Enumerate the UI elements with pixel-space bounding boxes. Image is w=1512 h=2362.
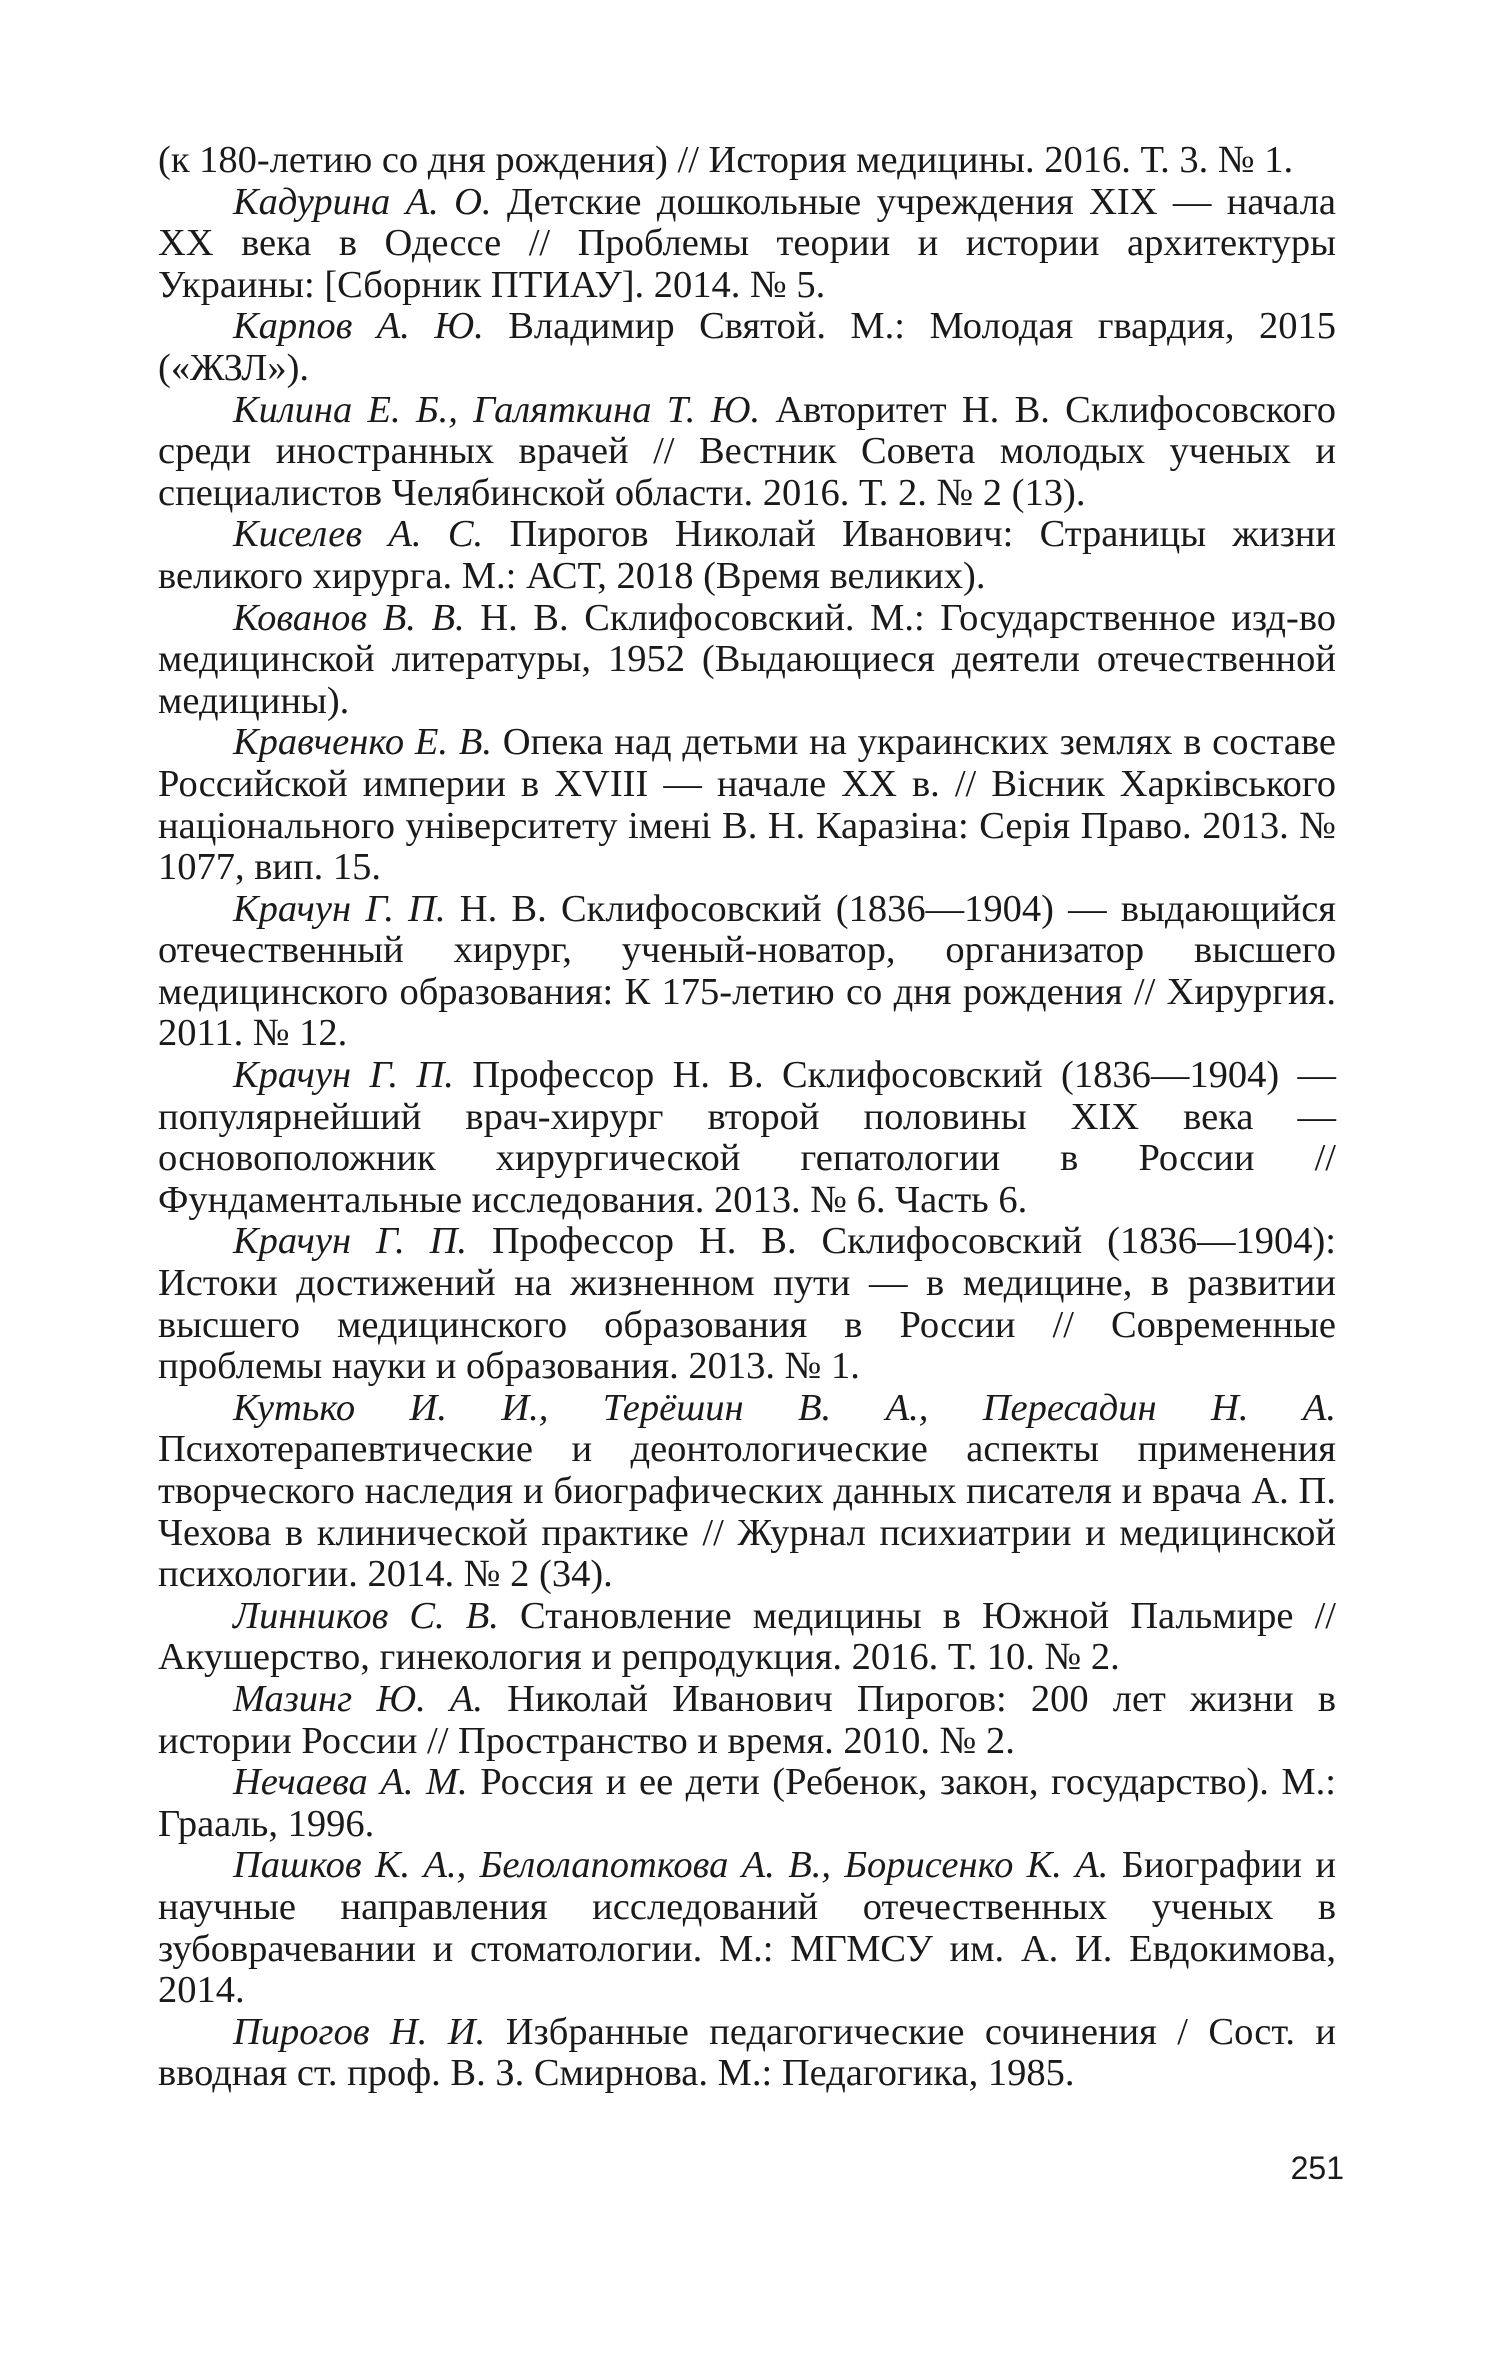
entry-text: (к 180-летию со дня рождения) // История медицины. 2016. Т. 3. № 1.	[158, 139, 1294, 181]
entry-author: Кравченко Е. В.	[233, 721, 492, 764]
entry-text: Владимир Святой. М.: Молодая гвардия, 2015 («ЖЗЛ»).	[158, 305, 1336, 389]
entry-text: Россия и ее дети (Ребенок, закон, государство). М.: Грааль, 1996.	[158, 1761, 1336, 1845]
bibliography-entry	[158, 1679, 1336, 1762]
entry-author: Линников С. В.	[233, 1594, 499, 1637]
bibliography-entry	[158, 598, 1336, 723]
entry-text: Н. В. Склифосовский (1836—1904) — выдающийся отечественный хирург, ученый-новатор, организатор высшего медицинского образования: К 175-летию со дня рождения // Хирургия. 2011. № 12.	[158, 887, 1336, 1055]
entry-author: Крачун Г. П.	[233, 887, 446, 930]
bibliography-entry	[158, 1055, 1336, 1221]
entry-author: Мазинг Ю. А.	[233, 1677, 483, 1720]
bibliography-entry	[158, 1388, 1336, 1596]
bibliography-entry	[158, 2012, 1336, 2095]
entry-author: Кутько И. И., Терёшин В. А., Пересадин Н. А.	[233, 1386, 1336, 1429]
entry-author: Килина Е. Б., Галяткина Т. Ю.	[233, 388, 761, 431]
entry-text: Детские дошкольные учреждения XIX — начала XX века в Одессе // Проблемы теории и истории архитектуры Украины: [Сборник ПТИАУ]. 2014. № 5.	[158, 180, 1337, 306]
bibliography-entry	[158, 514, 1336, 597]
entry-text: Биографии и научные направления исследований отечественных ученых в зубоврачевании и стоматологии. М.: МГМСУ им. А. И. Евдокимова, 2014.	[158, 1844, 1336, 2012]
bibliography-entry	[158, 722, 1336, 888]
bibliography-entry	[158, 182, 1336, 307]
entry-text: Психотерапевтические и деонтологические аспекты применения творческого наследия и биографических данных писателя и врача А. П. Чехова в клинической практике // Журнал психиатрии и медицинской психологии. 2014. № 2 (34).	[158, 1428, 1336, 1596]
entry-author: Кадурина А. О.	[233, 180, 492, 223]
entry-author: Карпов А. Ю.	[233, 305, 484, 348]
bibliography-entry	[158, 1762, 1336, 1845]
bibliography-entry	[158, 1845, 1336, 2011]
entry-author: Пашков К. А., Белолапоткова А. В., Борисенко К. А.	[233, 1844, 1109, 1887]
entry-text: Становление медицины в Южной Пальмире // Акушерство, гинекология и репродукция. 2016. Т. 10. № 2.	[158, 1594, 1336, 1679]
entry-author: Нечаева А. М.	[233, 1761, 468, 1804]
entry-text: Авторитет Н. В. Склифосовского среди иностранных врачей // Вестник Совета молодых ученых и специалистов Челябинской области. 2016. Т. 2. № 2 (13).	[158, 388, 1337, 514]
bibliography-entry	[158, 390, 1336, 515]
bibliography-entry	[158, 1221, 1336, 1387]
entry-author: Крачун Г. П.	[233, 1220, 468, 1263]
entry-text: Профессор Н. В. Склифосовский (1836—1904): Истоки достижений на жизненном пути — в медицине, в развитии высшего медицинского образования в России // Современные проблемы науки и образования. 2013. № 1.	[158, 1220, 1336, 1388]
bibliography-entry	[158, 1596, 1336, 1679]
entry-author: Пирогов Н. И.	[233, 2010, 486, 2053]
entry-author: Кованов В. В.	[233, 596, 465, 639]
bibliography-entry	[158, 306, 1336, 389]
entry-text: Пирогов Николай Иванович: Страницы жизни великого хирурга. М.: АСТ, 2018 (Время великих).	[158, 513, 1336, 597]
entry-author: Крачун Г. П.	[233, 1054, 454, 1097]
bibliography-entry	[158, 889, 1336, 1055]
bibliography-list	[158, 140, 1336, 2095]
entry-author: Киселев А. С.	[233, 513, 484, 556]
entry-text: Опека над детьми на украинских землях в составе Российской империи в XVIII — начале XX в. // Вiсник Харкiвського нацiонального унiверситету iменi В. Н. Каразiна: Серiя Право. 2013. № 1077, вип. 15.	[158, 721, 1336, 889]
page-number: 251	[1290, 2150, 1344, 2186]
bibliography-entry	[158, 140, 1336, 182]
entry-text: Николай Иванович Пирогов: 200 лет жизни в истории России // Пространство и время. 2010. № 2.	[158, 1677, 1336, 1762]
entry-text: Избранные педагогические сочинения / Сост. и вводная ст. проф. В. З. Смирнова. М.: Педагогика, 1985.	[158, 2010, 1336, 2095]
entry-text: Профессор Н. В. Склифосовский (1836—1904) — популярнейший врач-хирург второй половины XIX века — основоположник хирургической гепатологии в России // Фундаментальные исследования. 2013. № 6. Часть 6.	[158, 1054, 1336, 1221]
entry-text: Н. В. Склифосовский. М.: Государственное изд-во медицинской литературы, 1952 (Выдающиеся деятели отечественной медицины).	[158, 596, 1336, 722]
